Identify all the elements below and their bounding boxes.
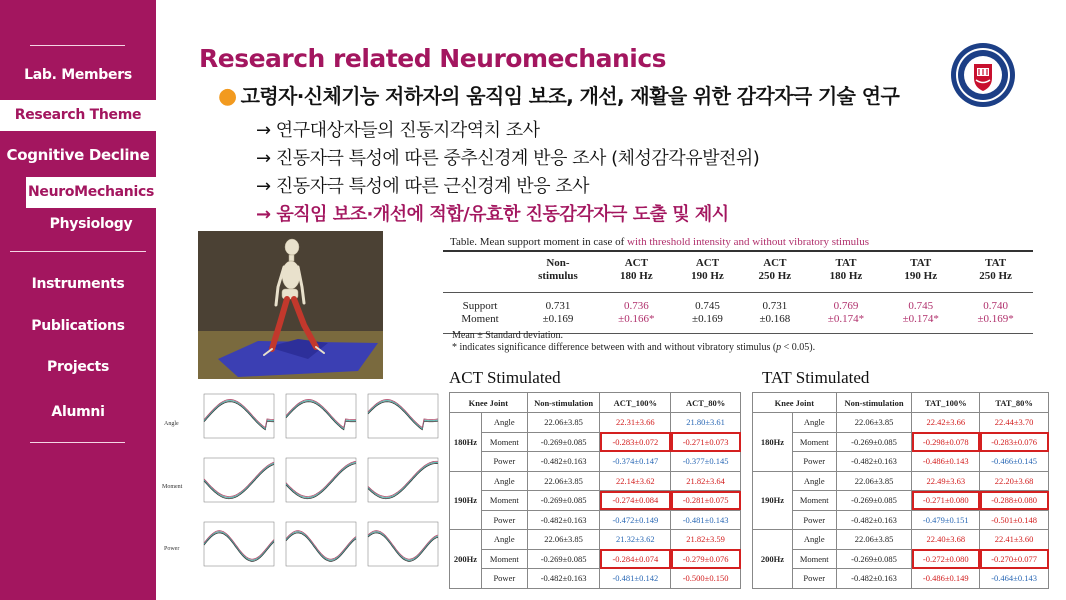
university-seal-logo bbox=[950, 42, 1016, 108]
joint-plot bbox=[362, 456, 440, 510]
table-cell: 0.740 ±0.169* bbox=[958, 293, 1033, 334]
table-row bbox=[753, 491, 1049, 511]
sidebar-item-neuromechanics[interactable]: NeuroMechanics bbox=[26, 177, 156, 208]
column-header: Non-stimulation bbox=[527, 393, 600, 413]
result-cell: -0.374±0.147 bbox=[600, 452, 671, 472]
sidebar-item-physiology[interactable]: Physiology bbox=[49, 216, 133, 232]
sidebar-divider bbox=[30, 442, 125, 443]
measure-label: Power bbox=[792, 452, 836, 472]
measure-label: Moment bbox=[792, 432, 836, 452]
research-headline bbox=[218, 80, 899, 109]
footnote-line: Mean ± Standard deviation. bbox=[452, 330, 564, 341]
baseline-cell: 22.06±3.85 bbox=[836, 471, 912, 491]
sidebar bbox=[0, 0, 156, 600]
table-row bbox=[450, 530, 741, 550]
table-cell: 0.745 ±0.169 bbox=[674, 293, 741, 334]
column-header: TAT 250 Hz bbox=[958, 251, 1033, 293]
measure-label: Angle bbox=[481, 471, 527, 491]
table-footnote bbox=[452, 330, 815, 354]
table-row bbox=[450, 471, 741, 491]
result-cell: -0.472±0.149 bbox=[600, 510, 671, 530]
table-header-row bbox=[450, 393, 741, 413]
measure-label: Moment bbox=[792, 491, 836, 511]
baseline-cell: -0.482±0.163 bbox=[836, 452, 912, 472]
result-cell: 22.44±3.70 bbox=[980, 413, 1049, 433]
result-cell: -0.272±0.080 bbox=[912, 549, 980, 569]
joint-plots-grid bbox=[160, 386, 442, 600]
tat-heading: TAT Stimulated bbox=[762, 368, 870, 387]
result-cell: 22.20±3.68 bbox=[980, 471, 1049, 491]
research-bullet: → 진동자극 특성에 따른 근신경계 반응 조사 bbox=[256, 176, 590, 197]
result-cell: -0.500±0.150 bbox=[671, 569, 741, 589]
headline-text: 고령자·신체기능 저하자의 움직임 보조, 개선, 재활을 위한 감각자극 기술 연구 bbox=[240, 84, 900, 108]
sidebar-item-instruments[interactable]: Instruments bbox=[31, 276, 125, 292]
result-cell: -0.486±0.143 bbox=[912, 452, 980, 472]
sidebar-item-research-theme[interactable]: Research Theme bbox=[0, 100, 156, 131]
table-row bbox=[450, 452, 741, 472]
joint-plot bbox=[198, 520, 276, 574]
joint-plot bbox=[280, 456, 358, 510]
baseline-cell: -0.482±0.163 bbox=[836, 510, 912, 530]
result-cell: 22.14±3.62 bbox=[600, 471, 671, 491]
column-header: Knee Joint bbox=[450, 393, 528, 413]
frequency-label: 200Hz bbox=[450, 530, 482, 589]
measure-label: Angle bbox=[481, 413, 527, 433]
baseline-cell: 22.06±3.85 bbox=[527, 413, 600, 433]
table-cell: 0.731 ±0.168 bbox=[741, 293, 808, 334]
footnote-line: * indicates significance difference between with and without vibratory stimulus (p < 0.05). bbox=[452, 342, 816, 353]
baseline-cell: -0.269±0.085 bbox=[836, 491, 912, 511]
result-cell: -0.377±0.145 bbox=[671, 452, 741, 472]
table-row bbox=[450, 549, 741, 569]
caption-highlight: with threshold intensity and without vibratory stimulus bbox=[627, 236, 869, 248]
column-header: Non-stimulation bbox=[836, 393, 912, 413]
table-cell: 0.731 ±0.169 bbox=[517, 293, 599, 334]
act-results-table bbox=[449, 392, 741, 589]
table-row bbox=[450, 432, 741, 452]
support-moment-table bbox=[443, 250, 1033, 334]
column-header: TAT 180 Hz bbox=[809, 251, 884, 293]
baseline-cell: 22.06±3.85 bbox=[527, 530, 600, 550]
baseline-cell: -0.269±0.085 bbox=[527, 432, 600, 452]
plot-frame bbox=[368, 394, 438, 438]
table-row bbox=[753, 413, 1049, 433]
baseline-cell: -0.482±0.163 bbox=[836, 569, 912, 589]
column-header: ACT 250 Hz bbox=[741, 251, 808, 293]
measure-label: Power bbox=[481, 452, 527, 472]
caption-text: Table. Mean support moment in case of bbox=[450, 236, 628, 248]
result-cell: 22.42±3.66 bbox=[912, 413, 980, 433]
result-cell: -0.501±0.148 bbox=[980, 510, 1049, 530]
column-header: TAT_80% bbox=[980, 393, 1049, 413]
sidebar-divider bbox=[10, 251, 146, 252]
baseline-cell: -0.269±0.085 bbox=[527, 549, 600, 569]
frequency-label: 180Hz bbox=[753, 413, 793, 472]
measure-label: Power bbox=[792, 569, 836, 589]
baseline-cell: -0.269±0.085 bbox=[836, 549, 912, 569]
baseline-cell: -0.482±0.163 bbox=[527, 510, 600, 530]
result-cell: -0.298±0.078 bbox=[912, 432, 980, 452]
plot-frame bbox=[286, 522, 356, 566]
baseline-cell: -0.482±0.163 bbox=[527, 569, 600, 589]
research-bullet: → 연구대상자들의 진동지각역치 조사 bbox=[256, 120, 540, 141]
tat-results-table bbox=[752, 392, 1049, 589]
result-cell: -0.270±0.077 bbox=[980, 549, 1049, 569]
result-cell: -0.271±0.080 bbox=[912, 491, 980, 511]
result-cell: -0.481±0.143 bbox=[671, 510, 741, 530]
result-cell: -0.283±0.072 bbox=[600, 432, 671, 452]
baseline-cell: 22.06±3.85 bbox=[836, 413, 912, 433]
sidebar-divider bbox=[30, 45, 125, 46]
result-cell: 21.82±3.64 bbox=[671, 471, 741, 491]
sidebar-item-publications[interactable]: Publications bbox=[31, 318, 125, 334]
table-header-row bbox=[443, 251, 1033, 293]
sidebar-item-cognitive-decline[interactable]: Cognitive Decline bbox=[6, 146, 150, 164]
table-row bbox=[450, 510, 741, 530]
result-cell: -0.466±0.145 bbox=[980, 452, 1049, 472]
table-row bbox=[753, 549, 1049, 569]
frequency-label: 190Hz bbox=[753, 471, 793, 530]
result-cell: 21.80±3.61 bbox=[671, 413, 741, 433]
table-row bbox=[450, 491, 741, 511]
result-cell: -0.284±0.074 bbox=[600, 549, 671, 569]
page-title: Research related Neuromechanics bbox=[199, 44, 667, 73]
joint-plot bbox=[198, 392, 276, 446]
baseline-cell: 22.06±3.85 bbox=[527, 471, 600, 491]
table-cell: 0.769 ±0.174* bbox=[809, 293, 884, 334]
result-cell: -0.283±0.076 bbox=[980, 432, 1049, 452]
result-cell: 22.49±3.63 bbox=[912, 471, 980, 491]
baseline-cell: -0.482±0.163 bbox=[527, 452, 600, 472]
result-cell: -0.486±0.149 bbox=[912, 569, 980, 589]
plot-frame bbox=[286, 458, 356, 502]
frequency-label: 180Hz bbox=[450, 413, 482, 472]
result-cell: -0.271±0.073 bbox=[671, 432, 741, 452]
measure-label: Moment bbox=[481, 432, 527, 452]
joint-plot bbox=[362, 520, 440, 574]
table-caption bbox=[450, 236, 869, 248]
frequency-label: 190Hz bbox=[450, 471, 482, 530]
result-cell: 22.41±3.60 bbox=[980, 530, 1049, 550]
plot-row-label: Power bbox=[164, 546, 180, 552]
table-cell: 0.745 ±0.174* bbox=[883, 293, 958, 334]
bullet-dot-icon: ● bbox=[218, 84, 237, 109]
table-header-row bbox=[753, 393, 1049, 413]
column-header: ACT_100% bbox=[600, 393, 671, 413]
joint-plot bbox=[198, 456, 276, 510]
sidebar-item-alumni[interactable]: Alumni bbox=[51, 404, 105, 420]
result-cell: -0.481±0.142 bbox=[600, 569, 671, 589]
result-cell: 21.82±3.59 bbox=[671, 530, 741, 550]
sidebar-item-projects[interactable]: Projects bbox=[46, 359, 109, 375]
result-cell: 22.31±3.66 bbox=[600, 413, 671, 433]
table-row bbox=[753, 471, 1049, 491]
result-cell: -0.479±0.151 bbox=[912, 510, 980, 530]
baseline-cell: -0.269±0.085 bbox=[527, 491, 600, 511]
table-row bbox=[753, 569, 1049, 589]
measure-label: Moment bbox=[792, 549, 836, 569]
result-cell: -0.281±0.075 bbox=[671, 491, 741, 511]
joint-plot bbox=[280, 520, 358, 574]
baseline-cell: -0.269±0.085 bbox=[836, 432, 912, 452]
table-row bbox=[450, 413, 741, 433]
musculoskeletal-model-image bbox=[198, 231, 383, 379]
table-row bbox=[753, 510, 1049, 530]
measure-label: Power bbox=[481, 510, 527, 530]
research-bullet-highlight: → 움직임 보조·개선에 적합/유효한 진동감각자극 도출 및 제시 bbox=[256, 204, 729, 225]
plot-frame bbox=[286, 394, 356, 438]
table-row bbox=[753, 452, 1049, 472]
frequency-label: 200Hz bbox=[753, 530, 793, 589]
plot-frame bbox=[204, 394, 274, 438]
act-heading: ACT Stimulated bbox=[449, 368, 561, 387]
measure-label: Angle bbox=[792, 413, 836, 433]
joint-plot bbox=[280, 392, 358, 446]
column-header bbox=[443, 251, 517, 293]
result-cell: 21.32±3.62 bbox=[600, 530, 671, 550]
joint-plot bbox=[362, 392, 440, 446]
baseline-cell: 22.06±3.85 bbox=[836, 530, 912, 550]
result-cell: -0.464±0.143 bbox=[980, 569, 1049, 589]
plot-row-label: Moment bbox=[162, 484, 183, 490]
column-header: Non- stimulus bbox=[517, 251, 599, 293]
plot-frame bbox=[204, 522, 274, 566]
column-header: ACT 180 Hz bbox=[599, 251, 674, 293]
table-row bbox=[450, 569, 741, 589]
result-cell: 22.40±3.68 bbox=[912, 530, 980, 550]
measure-label: Angle bbox=[792, 530, 836, 550]
table-cell: 0.736 ±0.166* bbox=[599, 293, 674, 334]
table-row bbox=[753, 530, 1049, 550]
measure-label: Moment bbox=[481, 491, 527, 511]
column-header: ACT_80% bbox=[671, 393, 741, 413]
measure-label: Power bbox=[481, 569, 527, 589]
sidebar-item-lab-members[interactable]: Lab. Members bbox=[24, 67, 132, 83]
measure-label: Angle bbox=[792, 471, 836, 491]
table-row bbox=[443, 293, 1033, 334]
research-bullet: → 진동자극 특성에 따른 중추신경계 반응 조사 (체성감각유발전위) bbox=[256, 148, 760, 169]
result-cell: -0.288±0.080 bbox=[980, 491, 1049, 511]
plot-row-label: Angle bbox=[164, 421, 179, 427]
measure-label: Moment bbox=[481, 549, 527, 569]
column-header: TAT 190 Hz bbox=[883, 251, 958, 293]
column-header: TAT_100% bbox=[912, 393, 980, 413]
measure-label: Angle bbox=[481, 530, 527, 550]
measure-label: Power bbox=[792, 510, 836, 530]
result-cell: -0.279±0.076 bbox=[671, 549, 741, 569]
result-cell: -0.274±0.084 bbox=[600, 491, 671, 511]
row-label: Support Moment bbox=[443, 293, 517, 334]
table-row bbox=[753, 432, 1049, 452]
column-header: ACT 190 Hz bbox=[674, 251, 741, 293]
column-header: Knee Joint bbox=[753, 393, 837, 413]
